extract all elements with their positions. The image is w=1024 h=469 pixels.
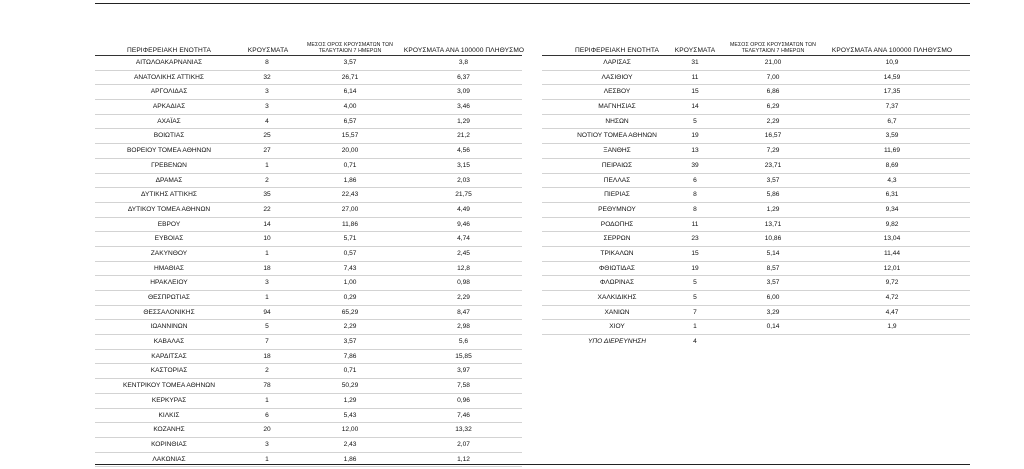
cell-avg: 16,57 bbox=[764, 132, 782, 140]
cell-region: ΠΙΕΡΙΑΣ bbox=[604, 191, 630, 199]
table-row bbox=[542, 335, 970, 350]
cell-per100k: 10,9 bbox=[885, 59, 899, 66]
table-row bbox=[542, 218, 970, 233]
cell-cases: 14 bbox=[263, 220, 271, 228]
cell-per100k: 7,37 bbox=[885, 103, 899, 111]
header-avg bbox=[722, 42, 824, 54]
table-row bbox=[95, 159, 522, 174]
cell-per100k: 8,69 bbox=[885, 161, 899, 169]
cell-region: ΓΡΕΒΕΝΩΝ bbox=[151, 161, 187, 169]
cell-cases: 3 bbox=[265, 440, 269, 448]
cell-avg: 3,57 bbox=[766, 279, 780, 287]
cell-avg: 6,14 bbox=[343, 88, 357, 96]
cell-avg: 7,00 bbox=[766, 73, 780, 81]
cell-cases: 31 bbox=[691, 59, 699, 66]
cell-region: ΚΙΛΚΙΣ bbox=[158, 411, 180, 419]
cell-avg: 0,71 bbox=[343, 367, 357, 375]
cell-region: ΥΠΟ ΔΙΕΡΕΥΝΗΣΗ bbox=[588, 338, 646, 346]
cell-per100k: 13,04 bbox=[883, 235, 901, 243]
cell-region: ΑΝΑΤΟΛΙΚΗΣ ΑΤΤΙΚΗΣ bbox=[134, 73, 204, 81]
cell-per100k: 11,44 bbox=[883, 249, 900, 257]
cell-avg: 20,00 bbox=[341, 147, 359, 155]
cell-region: ΖΑΚΥΝΘΟΥ bbox=[150, 249, 188, 257]
cell-avg: 0,71 bbox=[343, 161, 357, 169]
cell-per100k: 6,7 bbox=[887, 117, 897, 125]
table-row bbox=[95, 379, 522, 394]
cell-per100k: 7,46 bbox=[457, 411, 470, 419]
cell-region: ΤΡΙΚΑΛΩΝ bbox=[600, 249, 634, 257]
table-row bbox=[95, 100, 522, 115]
table-row bbox=[542, 56, 970, 71]
cell-per100k: 6,37 bbox=[457, 73, 470, 81]
right-table bbox=[542, 24, 970, 350]
cell-per100k: 21,2 bbox=[457, 132, 470, 140]
cell-region: ΛΕΣΒΟΥ bbox=[603, 88, 631, 96]
cell-cases: 8 bbox=[693, 205, 697, 213]
cell-region: ΘΕΣΠΡΩΤΙΑΣ bbox=[147, 294, 191, 301]
cell-cases: 3 bbox=[265, 279, 269, 287]
cell-cases: 1 bbox=[265, 396, 269, 404]
cell-per100k: 3,09 bbox=[457, 88, 470, 96]
cell-cases: 8 bbox=[265, 59, 269, 66]
cell-cases: 1 bbox=[265, 455, 269, 463]
cell-region: ΛΑΣΙΘΙΟΥ bbox=[601, 73, 633, 81]
table-row bbox=[95, 188, 522, 203]
table-row bbox=[95, 85, 522, 100]
table-row bbox=[95, 144, 522, 159]
cell-avg: 6,86 bbox=[766, 88, 780, 96]
table-row bbox=[95, 218, 522, 233]
top-rule bbox=[95, 3, 970, 4]
cell-cases: 22 bbox=[263, 205, 271, 213]
cell-cases: 15 bbox=[691, 249, 699, 257]
cell-per100k: 2,29 bbox=[457, 294, 470, 301]
cell-region: ΙΩΑΝΝΙΝΩΝ bbox=[150, 323, 188, 331]
cell-region: ΦΘΙΩΤΙΔΑΣ bbox=[599, 264, 635, 272]
cell-avg: 2,43 bbox=[343, 440, 357, 448]
table-row bbox=[95, 364, 522, 379]
cell-cases: 6 bbox=[265, 411, 269, 419]
cell-avg: 3,57 bbox=[343, 59, 357, 66]
cell-avg: 5,14 bbox=[766, 249, 780, 257]
cell-cases: 1 bbox=[693, 323, 697, 331]
cell-avg: 6,00 bbox=[766, 294, 780, 301]
table-row bbox=[542, 115, 970, 130]
table-row bbox=[95, 438, 522, 453]
cell-avg: 27,00 bbox=[341, 205, 359, 213]
header-avg-line2: ΤΕΛΕΥΤΑΙΩΝ 7 ΗΜΕΡΩΝ bbox=[741, 48, 805, 54]
right-table-body bbox=[542, 56, 970, 350]
cell-cases: 1 bbox=[265, 249, 269, 257]
table-row bbox=[95, 56, 522, 71]
cell-cases: 32 bbox=[263, 73, 271, 81]
cell-per100k: 13,32 bbox=[455, 426, 472, 434]
cell-cases: 4 bbox=[693, 338, 697, 346]
cell-per100k: 4,49 bbox=[457, 205, 470, 213]
cell-avg: 12,00 bbox=[341, 426, 359, 434]
header-cases: ΚΡΟΥΣΜΑΤΑ bbox=[247, 47, 289, 54]
cell-region: ΗΜΑΘΙΑΣ bbox=[154, 264, 184, 272]
cell-region: ΕΥΒΟΙΑΣ bbox=[154, 235, 184, 243]
cell-region: ΛΑΡΙΣΑΣ bbox=[603, 59, 631, 66]
table-row bbox=[542, 276, 970, 291]
cell-per100k: 15,85 bbox=[455, 352, 472, 360]
cell-avg: 1,86 bbox=[343, 176, 357, 184]
cell-avg: 5,43 bbox=[343, 411, 357, 419]
cell-region: ΑΙΤΩΛΟΑΚΑΡΝΑΝΙΑΣ bbox=[135, 59, 203, 66]
cell-cases: 2 bbox=[265, 176, 269, 184]
cell-region: ΦΛΩΡΙΝΑΣ bbox=[599, 279, 635, 287]
cell-region: ΚΕΡΚΥΡΑΣ bbox=[151, 396, 187, 404]
cell-avg: 5,71 bbox=[343, 235, 357, 243]
cell-per100k: 14,59 bbox=[883, 73, 901, 81]
header-region: ΠΕΡΙΦΕΡΕΙΑΚΗ ΕΝΟΤΗΤΑ bbox=[574, 47, 660, 54]
right-table-header bbox=[542, 24, 970, 54]
cell-cases: 5 bbox=[693, 279, 697, 287]
cell-cases: 7 bbox=[693, 308, 697, 316]
cell-region: ΑΧΑΪΑΣ bbox=[157, 117, 181, 125]
table-row bbox=[95, 409, 522, 424]
cell-region: ΧΙΟΥ bbox=[609, 323, 625, 331]
cell-avg: 2,29 bbox=[766, 117, 780, 125]
cell-avg: 8,57 bbox=[766, 264, 780, 272]
header-avg bbox=[293, 42, 407, 54]
left-table-body bbox=[95, 56, 522, 467]
cell-cases: 25 bbox=[263, 132, 271, 140]
cell-per100k: 12,01 bbox=[883, 264, 901, 272]
cell-avg: 10,86 bbox=[764, 235, 782, 243]
cell-cases: 11 bbox=[691, 73, 699, 81]
table-row bbox=[542, 203, 970, 218]
cell-avg: 5,86 bbox=[766, 191, 780, 199]
cell-cases: 3 bbox=[265, 88, 269, 96]
cell-per100k: 0,96 bbox=[457, 396, 470, 404]
cell-region: ΧΑΛΚΙΔΙΚΗΣ bbox=[597, 294, 637, 301]
cell-per100k: 3,8 bbox=[458, 59, 469, 66]
cell-per100k: 0,98 bbox=[457, 279, 470, 287]
cell-region: ΚΑΡΔΙΤΣΑΣ bbox=[151, 352, 187, 360]
cell-region: ΜΑΓΝΗΣΙΑΣ bbox=[598, 103, 636, 111]
cell-per100k: 21,75 bbox=[455, 191, 472, 199]
cell-region: ΒΟΙΩΤΙΑΣ bbox=[153, 132, 185, 140]
cell-per100k: 2,98 bbox=[457, 323, 470, 331]
table-row bbox=[95, 174, 522, 189]
cell-avg: 1,00 bbox=[343, 279, 357, 287]
cell-cases: 35 bbox=[263, 191, 271, 199]
cell-region: ΚΑΒΑΛΑΣ bbox=[153, 338, 185, 346]
cell-cases: 78 bbox=[263, 382, 271, 390]
cell-region: ΑΡΓΟΛΙΔΑΣ bbox=[150, 88, 188, 96]
table-row bbox=[542, 262, 970, 277]
table-row bbox=[95, 306, 522, 321]
table-row bbox=[542, 144, 970, 159]
cell-avg: 1,29 bbox=[343, 396, 357, 404]
table-row bbox=[95, 423, 522, 438]
table-row bbox=[542, 100, 970, 115]
table-row bbox=[542, 159, 970, 174]
cell-region: ΚΟΖΑΝΗΣ bbox=[153, 426, 185, 434]
cell-cases: 8 bbox=[693, 191, 697, 199]
table-row bbox=[95, 276, 522, 291]
cell-region: ΘΕΣΣΑΛΟΝΙΚΗΣ bbox=[143, 308, 195, 316]
cell-cases: 6 bbox=[693, 176, 697, 184]
table-row bbox=[95, 115, 522, 130]
cell-per100k: 3,97 bbox=[457, 367, 470, 375]
cell-region: ΡΟΔΟΠΗΣ bbox=[600, 220, 634, 228]
table-row bbox=[542, 85, 970, 100]
cell-cases: 27 bbox=[263, 147, 271, 155]
table-row bbox=[95, 71, 522, 86]
table-row bbox=[95, 453, 522, 468]
table-row bbox=[542, 174, 970, 189]
cell-per100k: 5,6 bbox=[458, 338, 469, 346]
cell-cases: 1 bbox=[265, 294, 269, 301]
cell-per100k: 2,03 bbox=[457, 176, 470, 184]
cell-avg: 50,29 bbox=[341, 382, 359, 390]
header-avg-line1: ΜΕΣΟΣ ΟΡΟΣ ΚΡΟΥΣΜΑΤΩΝ ΤΩΝ bbox=[307, 42, 393, 48]
table-row bbox=[95, 335, 522, 350]
cell-avg: 6,29 bbox=[766, 103, 780, 111]
cell-avg: 15,57 bbox=[341, 132, 359, 140]
cell-per100k: 4,74 bbox=[457, 235, 470, 243]
table-row bbox=[542, 188, 970, 203]
cell-region: ΡΕΘΥΜΝΟΥ bbox=[598, 205, 636, 213]
table-row bbox=[542, 129, 970, 144]
cell-cases: 5 bbox=[693, 117, 697, 125]
cell-avg: 21,00 bbox=[764, 59, 782, 66]
cell-region: ΚΑΣΤΟΡΙΑΣ bbox=[150, 367, 188, 375]
cell-per100k: 17,35 bbox=[883, 88, 901, 96]
cell-cases: 4 bbox=[265, 117, 269, 125]
cell-avg: 7,86 bbox=[343, 352, 357, 360]
bottom-rule bbox=[95, 464, 970, 465]
cell-per100k: 4,72 bbox=[885, 294, 899, 301]
cell-cases: 20 bbox=[263, 426, 271, 434]
cell-region: ΚΟΡΙΝΘΙΑΣ bbox=[151, 440, 187, 448]
cell-region: ΚΕΝΤΡΙΚΟΥ ΤΟΜΕΑ ΑΘΗΝΩΝ bbox=[123, 382, 215, 390]
cell-avg: 11,86 bbox=[341, 220, 358, 228]
header-region: ΠΕΡΙΦΕΡΕΙΑΚΗ ΕΝΟΤΗΤΑ bbox=[126, 47, 212, 54]
cell-cases: 94 bbox=[263, 308, 271, 316]
table-row bbox=[542, 291, 970, 306]
cell-per100k: 4,3 bbox=[887, 176, 897, 184]
cell-per100k: 6,31 bbox=[885, 191, 899, 199]
cell-region: ΔΥΤΙΚΗΣ ΑΤΤΙΚΗΣ bbox=[141, 191, 197, 199]
cell-avg: 3,57 bbox=[343, 338, 357, 346]
cell-per100k: 12,8 bbox=[457, 264, 470, 272]
left-table-header bbox=[95, 24, 525, 54]
cell-per100k: 9,72 bbox=[885, 279, 899, 287]
cell-per100k: 2,45 bbox=[457, 249, 470, 257]
header-avg-line2: ΤΕΛΕΥΤΑΙΩΝ 7 ΗΜΕΡΩΝ bbox=[318, 48, 382, 54]
cell-per100k: 3,59 bbox=[885, 132, 899, 140]
cell-per100k: 3,15 bbox=[457, 161, 470, 169]
cell-per100k: 3,46 bbox=[457, 103, 470, 111]
cell-cases: 7 bbox=[265, 338, 269, 346]
cell-cases: 5 bbox=[265, 323, 269, 331]
header-per100k: ΚΡΟΥΣΜΑΤΑ ΑΝΑ 100000 ΠΛΗΘΥΣΜΟ bbox=[403, 47, 525, 54]
table-row bbox=[95, 350, 522, 365]
cell-region: ΠΕΙΡΑΙΩΣ bbox=[601, 161, 633, 169]
cell-region: ΔΥΤΙΚΟΥ ΤΟΜΕΑ ΑΘΗΝΩΝ bbox=[127, 205, 211, 213]
header-per100k: ΚΡΟΥΣΜΑΤΑ ΑΝΑ 100000 ΠΛΗΘΥΣΜΟ bbox=[831, 47, 953, 54]
cell-avg: 2,29 bbox=[343, 323, 357, 331]
cell-per100k: 7,58 bbox=[457, 382, 470, 390]
cell-per100k: 9,82 bbox=[885, 220, 899, 228]
cell-region: ΝΟΤΙΟΥ ΤΟΜΕΑ ΑΘΗΝΩΝ bbox=[577, 132, 657, 140]
cell-per100k: 9,34 bbox=[885, 205, 899, 213]
cell-region: ΔΡΑΜΑΣ bbox=[155, 176, 183, 184]
cell-per100k: 1,29 bbox=[457, 117, 470, 125]
table-row bbox=[95, 232, 522, 247]
left-table bbox=[95, 24, 525, 467]
cell-cases: 2 bbox=[265, 367, 269, 375]
cell-region: ΣΕΡΡΩΝ bbox=[603, 235, 631, 243]
cell-avg: 13,71 bbox=[764, 220, 782, 228]
cell-cases: 18 bbox=[263, 352, 271, 360]
cell-avg: 3,57 bbox=[766, 176, 780, 184]
cell-region: ΒΟΡΕΙΟΥ ΤΟΜΕΑ ΑΘΗΝΩΝ bbox=[126, 147, 212, 155]
table-row bbox=[95, 247, 522, 262]
cell-region: ΧΑΝΙΩΝ bbox=[604, 308, 630, 316]
cell-per100k: 4,56 bbox=[457, 147, 470, 155]
cell-per100k: 8,47 bbox=[457, 308, 470, 316]
cell-cases: 19 bbox=[691, 264, 699, 272]
cell-region: ΕΒΡΟΥ bbox=[157, 220, 181, 228]
cell-per100k: 9,46 bbox=[457, 220, 470, 228]
cell-cases: 18 bbox=[263, 264, 271, 272]
cell-avg: 0,57 bbox=[343, 249, 357, 257]
cell-per100k: 4,47 bbox=[885, 308, 899, 316]
cell-cases: 19 bbox=[691, 132, 699, 140]
cell-avg: 23,71 bbox=[764, 161, 782, 169]
cell-avg: 65,29 bbox=[341, 308, 359, 316]
cell-cases: 1 bbox=[265, 161, 269, 169]
cell-cases: 10 bbox=[263, 235, 271, 243]
cell-cases: 15 bbox=[691, 88, 699, 96]
cell-cases: 11 bbox=[691, 220, 699, 228]
table-row bbox=[95, 129, 522, 144]
cell-avg: 4,00 bbox=[343, 103, 357, 111]
table-row bbox=[542, 306, 970, 321]
cell-avg: 6,57 bbox=[343, 117, 357, 125]
cell-cases: 5 bbox=[693, 294, 697, 301]
cell-cases: 39 bbox=[691, 161, 699, 169]
cell-region: ΑΡΚΑΔΙΑΣ bbox=[152, 103, 186, 111]
cell-per100k: 2,07 bbox=[457, 440, 470, 448]
cell-per100k: 1,9 bbox=[887, 323, 897, 331]
cell-region: ΗΡΑΚΛΕΙΟΥ bbox=[150, 279, 188, 287]
cell-region: ΝΗΣΩΝ bbox=[605, 117, 629, 125]
header-cases: ΚΡΟΥΣΜΑΤΑ bbox=[674, 47, 716, 54]
header-avg-line1: ΜΕΣΟΣ ΟΡΟΣ ΚΡΟΥΣΜΑΤΩΝ ΤΩΝ bbox=[730, 42, 816, 48]
cell-per100k: 11,69 bbox=[883, 147, 900, 155]
cell-avg: 1,86 bbox=[343, 455, 357, 463]
cell-avg: 0,14 bbox=[766, 323, 780, 331]
cell-per100k: 1,12 bbox=[457, 455, 470, 463]
table-row bbox=[95, 291, 522, 306]
table-row bbox=[95, 320, 522, 335]
table-row bbox=[542, 320, 970, 335]
cell-avg: 3,29 bbox=[766, 308, 780, 316]
table-row bbox=[95, 262, 522, 277]
cell-cases: 14 bbox=[691, 103, 699, 111]
cell-avg: 26,71 bbox=[341, 73, 359, 81]
table-row bbox=[95, 203, 522, 218]
cell-avg: 7,29 bbox=[766, 147, 780, 155]
cell-region: ΠΕΛΛΑΣ bbox=[603, 176, 631, 184]
cell-avg: 0,29 bbox=[343, 294, 357, 301]
cell-region: ΛΑΚΩΝΙΑΣ bbox=[152, 455, 186, 463]
table-row bbox=[542, 71, 970, 86]
cell-cases: 13 bbox=[691, 147, 699, 155]
cell-avg: 7,43 bbox=[343, 264, 357, 272]
cell-cases: 3 bbox=[265, 103, 269, 111]
table-row bbox=[542, 232, 970, 247]
cell-cases: 23 bbox=[691, 235, 699, 243]
cell-avg: 22,43 bbox=[341, 191, 359, 199]
cell-region: ΞΑΝΘΗΣ bbox=[603, 147, 631, 155]
table-row bbox=[95, 394, 522, 409]
cell-avg: 1,29 bbox=[766, 205, 780, 213]
table-row bbox=[542, 247, 970, 262]
